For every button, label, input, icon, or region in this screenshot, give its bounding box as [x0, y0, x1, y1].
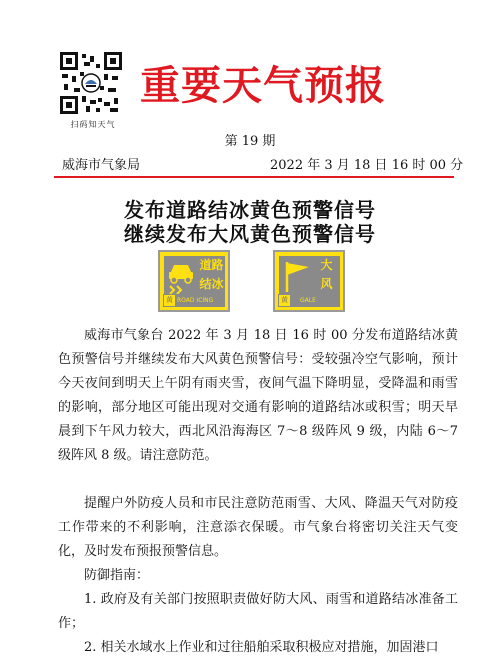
header-divider [54, 176, 454, 178]
issue-number: 第 19 期 [224, 134, 276, 149]
signal-level-badge: 黄 [166, 296, 173, 304]
gale-yellow-signal [273, 250, 345, 312]
issue-datetime: 2022 年 3 月 18 日 16 时 00 分 [270, 158, 464, 173]
wind-flag-icon [279, 256, 313, 294]
defense-guide-title: 防御指南： [84, 568, 150, 583]
signal-level-badge: 黄 [281, 296, 288, 304]
reminder-paragraph: 提醒户外防疫人员和市民注意防范雨雪、大风、降温天气对防疫工作带来的不利影响，注意添衣保暖。市气象台将密切关注天气变化，及时发布预报预警信息。 [58, 496, 458, 559]
car-on-ice-icon [164, 256, 198, 294]
defense-guide-item: 2. 相关水域水上作业和过往船舶采取积极应对措施，加固港口 [84, 640, 439, 655]
road-icing-yellow-signal [158, 250, 230, 312]
headline-gale: 继续发布大风黄色预警信号 [124, 222, 376, 246]
signal-label: 大 风 [313, 256, 340, 294]
defense-guide-item: 1. 政府及有关部门按照职责做好防大风、雨雪和道路结冰准备工作； [58, 592, 458, 631]
signal-english-name: GALE [300, 297, 316, 304]
headline-road-icing: 发布道路结冰黄色预警信号 [124, 198, 376, 222]
signal-english-name: ROAD ICING [177, 297, 214, 304]
signal-footer [163, 294, 225, 307]
issuer: 威海市气象局 [62, 158, 141, 173]
masthead-title: 重要天气预报 [140, 62, 386, 109]
qr-code[interactable] [60, 52, 122, 114]
qr-caption: 扫码知天气 [70, 120, 116, 129]
signal-label: 道路 结冰 [198, 256, 225, 294]
signal-footer [278, 294, 340, 307]
forecast-paragraph: 威海市气象台 2022 年 3 月 18 日 16 时 00 分发布道路结冰黄色预警信号并继续发布大风黄色预警信号：受较强冷空气影响，预计今天夜间到明天上午阴有雨夹雪，夜间气温下降明显，受降温和雨雪的影响，部分地区可能出现对交通有影响的道路结冰或积雪；明天早晨到下午风力较大，西北风沿海海区 7～8 级阵风 9 级，内陆 6～7 级阵风 8 级。请注意防范。 [58, 328, 458, 463]
